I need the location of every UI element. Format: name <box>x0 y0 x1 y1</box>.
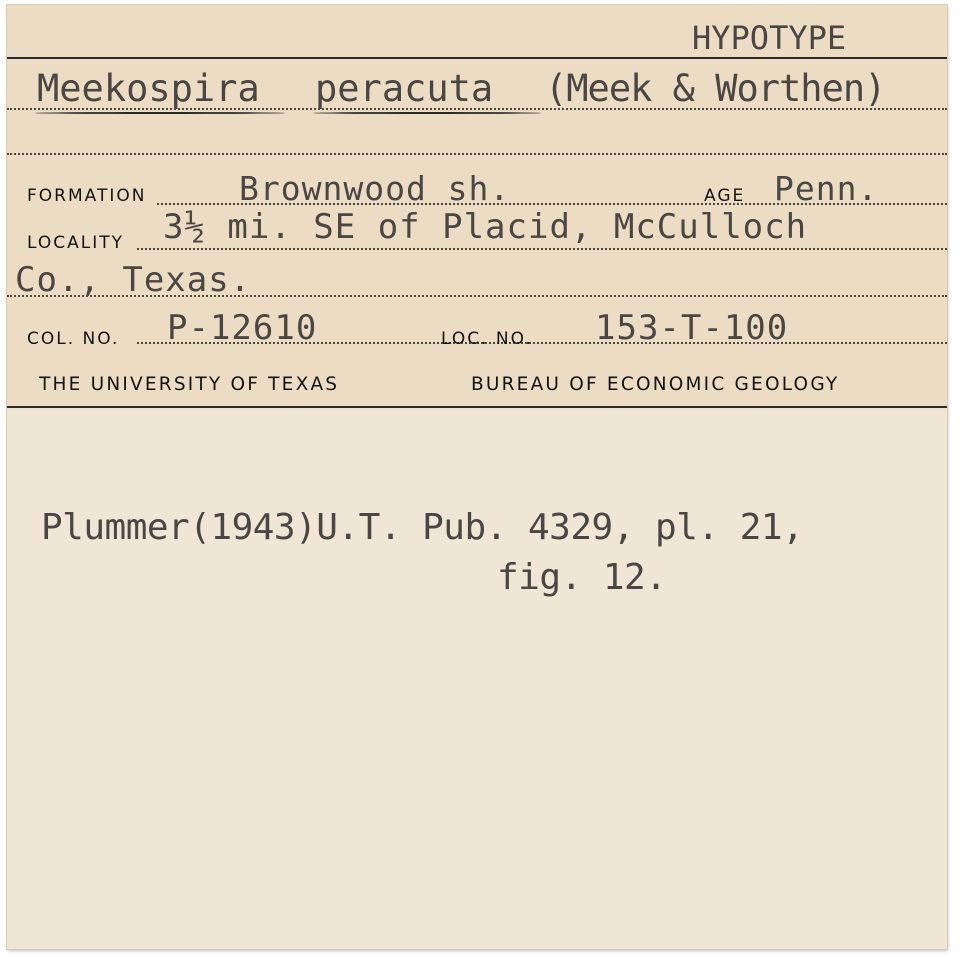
age-label: AGE <box>704 186 746 206</box>
formation-label: FORMATION <box>27 186 147 206</box>
rule-dotted <box>137 248 947 250</box>
locality-value-line2: Co., Texas. <box>15 260 252 300</box>
genus-underline <box>35 112 285 114</box>
reference-line1: Plummer(1943)U.T. Pub. 4329, pl. 21, <box>41 507 804 548</box>
locality-label: LOCALITY <box>27 233 124 253</box>
institution-left: THE UNIVERSITY OF TEXAS <box>39 374 340 395</box>
institution-right: BUREAU OF ECONOMIC GEOLOGY <box>471 374 840 395</box>
formation-value: Brownwood sh. <box>239 169 511 208</box>
col-no-label: COL. NO. <box>27 329 120 349</box>
species-underline <box>313 112 541 114</box>
age-value: Penn. <box>774 169 879 208</box>
species-text: peracuta <box>315 67 494 110</box>
rule-dotted <box>7 153 947 155</box>
designation-text: HYPOTYPE <box>692 19 847 57</box>
col-no-value: P-12610 <box>167 308 318 348</box>
rule-bottom <box>7 406 947 408</box>
locality-value-line1: 3½ mi. SE of Placid, McCulloch <box>163 207 808 247</box>
rule-top <box>7 57 947 59</box>
loc-no-label: LOC. NO. <box>441 329 533 349</box>
card-notes-area <box>7 410 947 949</box>
authority-text: (Meek & Worthen) <box>545 67 886 110</box>
specimen-card <box>7 5 947 949</box>
loc-no-value: 153-T-100 <box>595 308 789 348</box>
genus-text: Meekospira <box>37 67 260 110</box>
reference-line2: fig. 12. <box>497 557 667 598</box>
